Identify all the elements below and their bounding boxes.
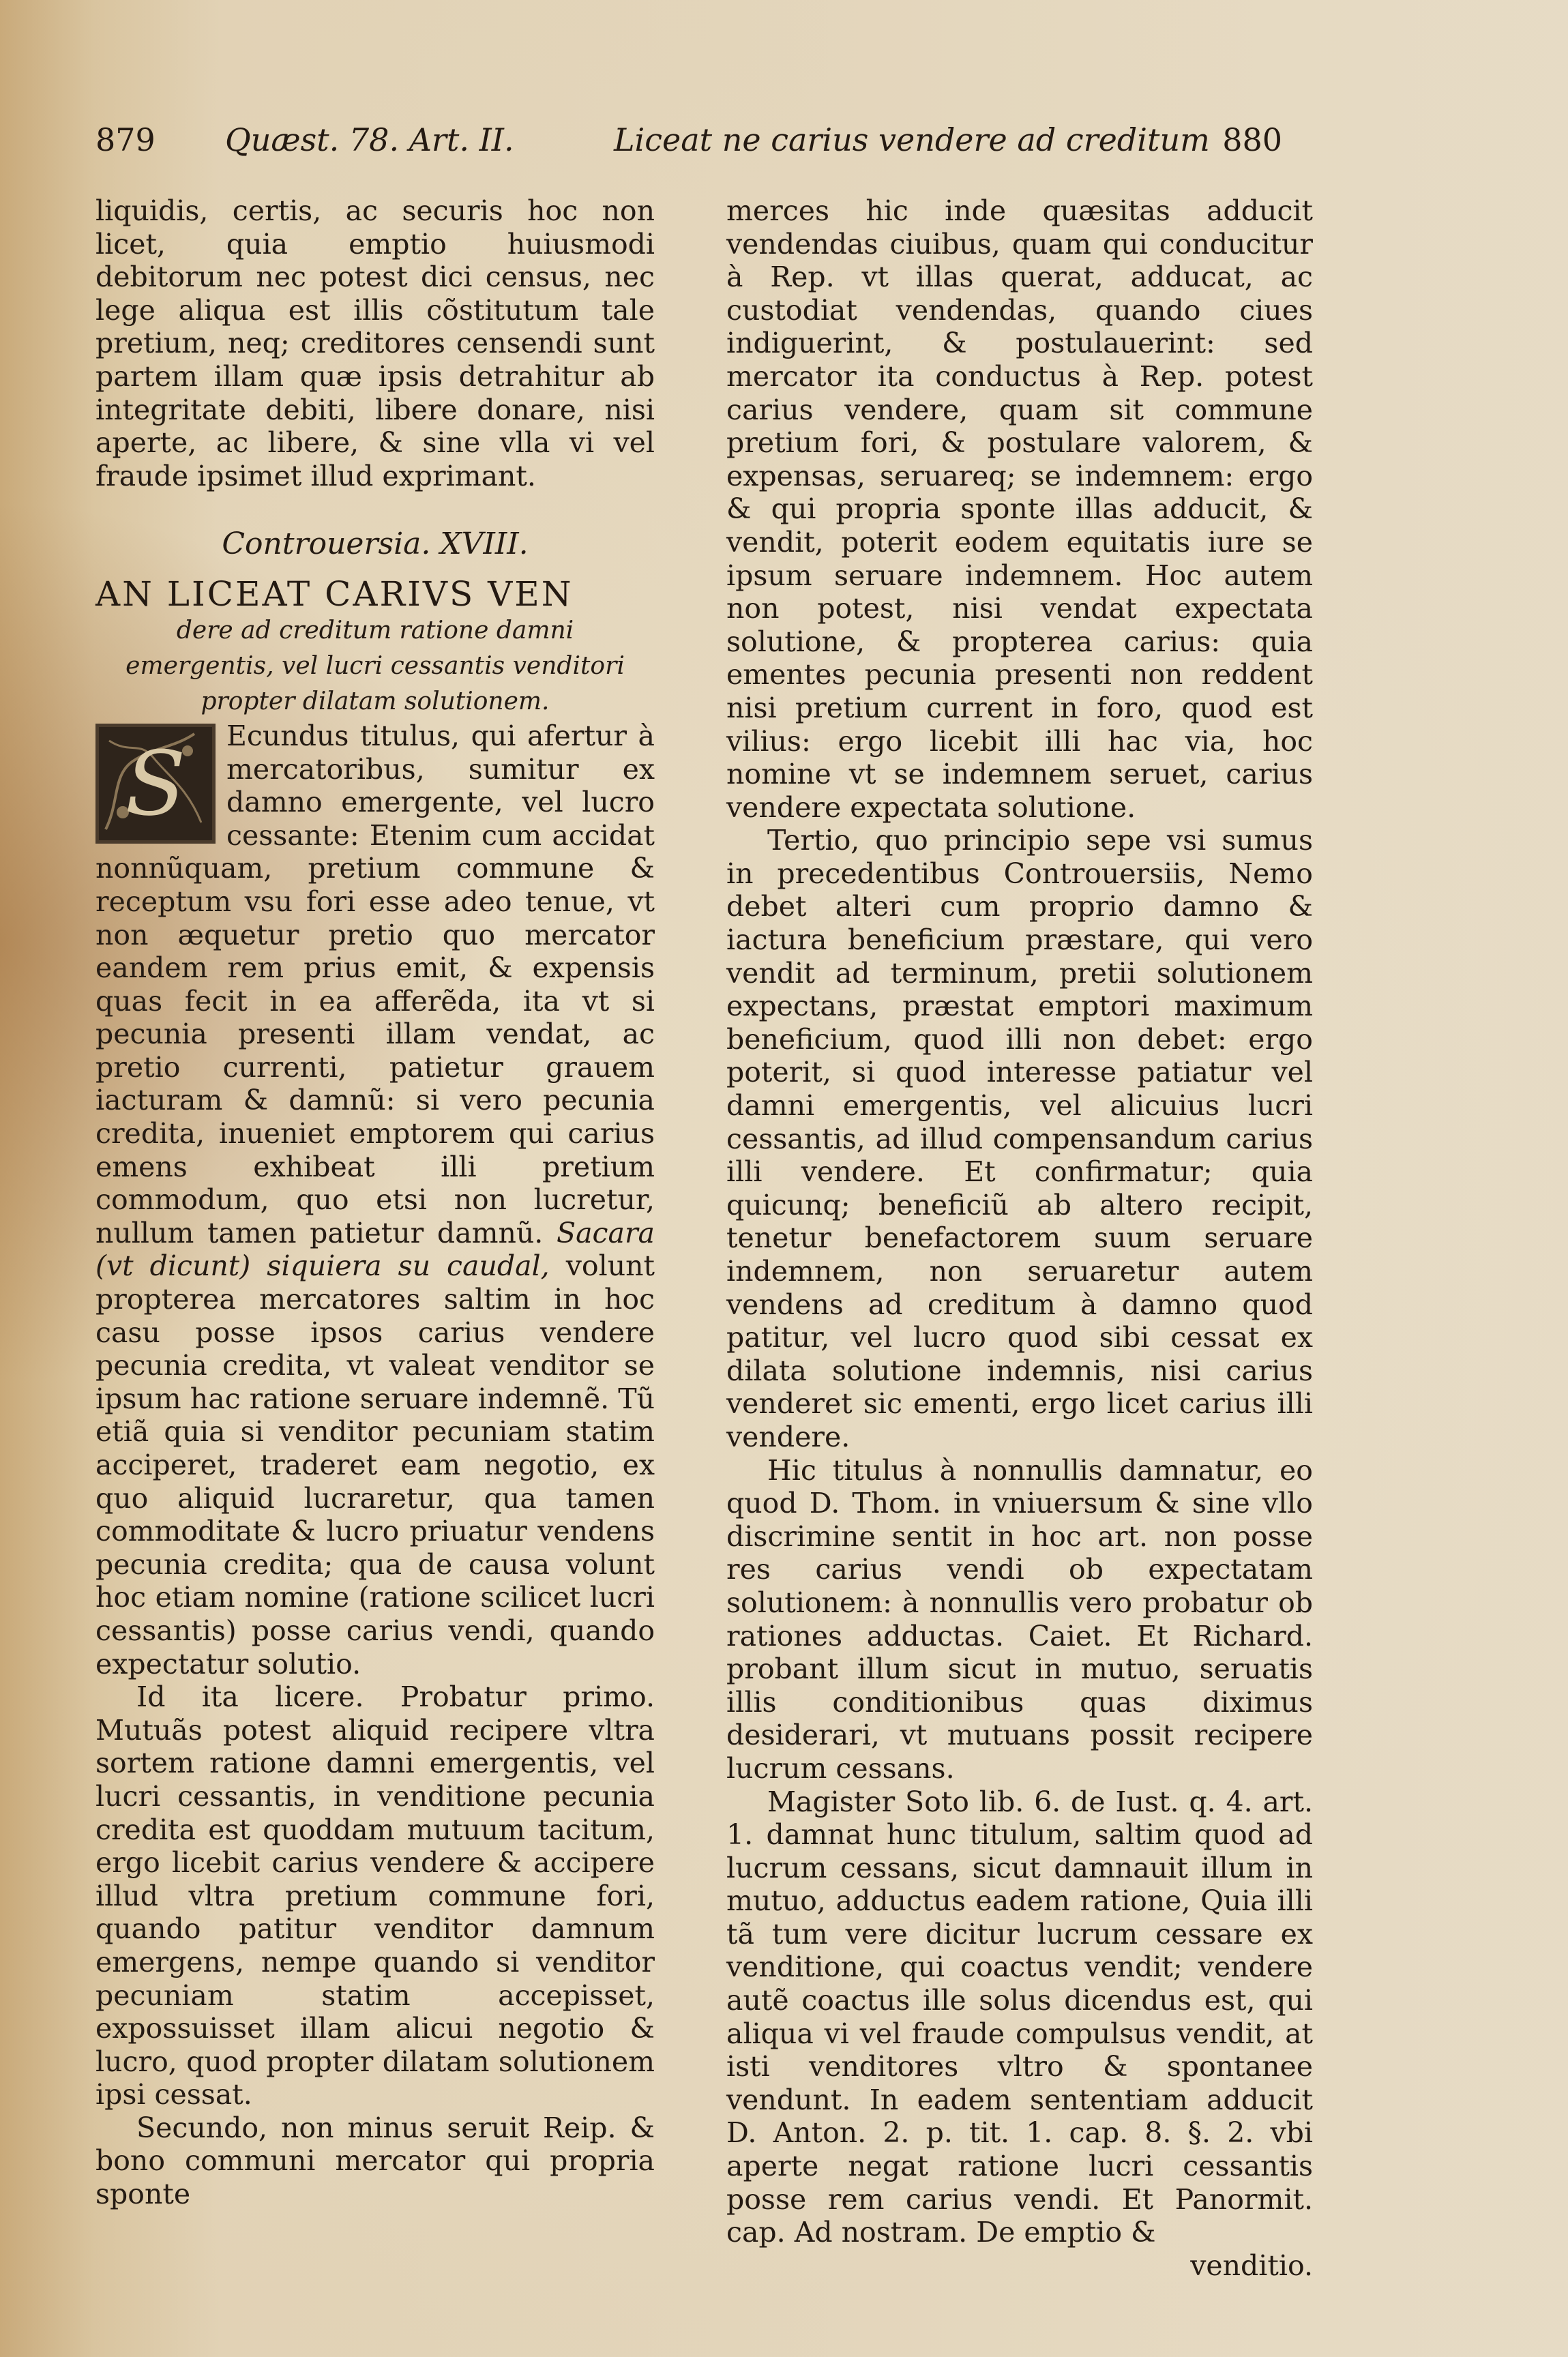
left-column <box>95 194 655 2211</box>
paragraph: merces hic inde quæsitas adducit vendendas ciuibus, quam qui conducitur à Rep. vt illas querat, adducat, ac custodiat vendendas, quando ciues indiguerint, & postulauerint: sed mercator ita conductus à Rep. potest carius vendere, quam sit commune pretium fori, & postulare valorem, & expensas, seruareq; se indemnem: ergo & qui propria sponte illas adducit, & vendit, poterit eodem equitatis iure se ipsum seruare indemnem. Hoc autem non potest, nisi vendat expectata solutione, & propterea carius: quia ementes pecunia presenti non reddent nisi pretium current in foro, quod est vilius: ergo licebit illi hac via, hoc nomine vt se indemnem seruet, carius vendere expectata solutione. <box>726 194 1313 824</box>
page-number-right: 880 <box>1222 121 1282 158</box>
paragraph-end: venditio. <box>1190 2249 1313 2282</box>
paragraph: Tertio, quo principio sepe vsi sumus in precedentibus Controuersiis, Nemo debet alteri cum proprio damno & iactura beneficium præstare, qui vero vendit ad terminum, pretii solutionem expectans, præstat emptori maximum beneficium, quod illi non debet: ergo poterit, si quod interesse patiatur vel damni emergentis, vel alicuius lucri cessantis, ad illud compensandum carius illi vendere. Et confirmatur; quia quicunq; beneficiũ ab altero recipit, tenetur benefactorem suum seruare indemnem, non seruaretur autem vendens ad creditum à damno quod patitur, vel lucro quod sibi cessat ex dilata solutione indemnis, nisi carius venderet sic ementi, ergo licet carius illi vendere. <box>726 824 1313 1453</box>
spanish-quote: Sacara (vt dicunt) siquiera su caudal, <box>95 1216 655 1283</box>
paragraph: Hic titulus à nonnullis damnatur, eo quod D. Thom. in vniuersum & sine vllo discrimine sentit in hoc art. non posse res carius vendi ob expectatam solutionem: à nonnullis vero probatur ob rationes adductas. Caiet. Et Richard. probant illum sicut in mutuo, seruatis illis conditionibus quas diximus desiderari, vt mutuans possit recipere lucrum cessans. <box>726 1453 1313 1785</box>
paragraph <box>95 720 655 1680</box>
paragraph: Secundo, non minus seruit Reip. & bono communi mercator qui propria sponte <box>95 2111 655 2211</box>
page-number-left: 879 <box>95 121 156 158</box>
decorated-initial <box>95 724 216 844</box>
question-title: AN LICEAT CARIVS VEN <box>95 574 574 614</box>
running-head <box>95 121 1282 169</box>
initial-letter: S <box>125 731 186 835</box>
question-subtitle: dere ad creditum ratione damni emergentis, vel lucri cessantis venditori propter dilatam solutionem. <box>125 616 625 715</box>
paragraph: liquidis, certis, ac securis hoc non licet, quia emptio huiusmodi debitorum nec potest dici census, nec lege aliqua est illis cõstitutum tale pretium, neq; creditores censendi sunt partem illam quæ ipsis detrahitur ab integritate debiti, libere donare, nisi aperte, ac libere, & sine vlla vi vel fraude ipsimet illud exprimant. <box>95 194 655 492</box>
paragraph-text: volunt propterea mercatores saltim in hoc casu posse ipsos carius vendere pecunia credita, vt valeat venditor se ipsum hac ratione seruare indemnẽ. Tũ etiã quia si venditor pecuniam statim acciperet, traderet eam negotio, ex quo aliquid lucraretur, qua tamen commoditate & lucro priuatur vendens pecunia credita; qua de causa volunt hoc etiam nomine (ratione scilicet lucri cessantis) posse carius vendi, quando expectatur solutio. <box>95 1249 655 1680</box>
right-column <box>726 194 1313 2282</box>
paragraph: Magister Soto lib. 6. de Iust. q. 4. art. 1. damnat hunc titulum, saltim quod ad lucrum cessans, sicut damnauit illum in mutuo, adductus eadem ratione, Quia illi tã tum vere dicitur lucrum cessare ex venditione, qui coactus vendit; vendere autẽ coactus ille solus dicendus est, qui aliqua vi vel fraude compulsus vendit, at isti venditores vltro & spontanee vendunt. In eadem sententiam adducit D. Anton. 2. p. tit. 1. cap. 8. §. 2. vbi aperte negat ratione lucri cessantis posse rem carius vendi. Et Panormit. cap. Ad nostram. De emptio & <box>726 1785 1313 2249</box>
paragraph-text: Ecundus titulus, qui afertur à mercatoribus, sumitur ex damno emergente, vel lucro cessante: Etenim cum accidat nonnũquam, pretium commune & receptum vsu fori esse adeo tenue, vt non æquetur pretio quo mercator eandem rem prius emit, & expensis quas fecit in ea afferẽda, ita vt si pecunia presenti illam vendat, ac pretio currenti, patietur grauem iacturam & damnũ: si vero pecunia credita, inueniet emptorem qui carius emens exhibeat illi pretium commodum, quo etsi non lucretur, nullum tamen patietur damnũ. <box>95 719 655 1249</box>
paragraph: Id ita licere. Probatur primo. Mutuãs potest aliquid recipere vltra sortem ratione damni emergentis, vel lucri cessantis, in venditione pecunia credita est quoddam mutuum tacitum, ergo licebit carius vendere & accipere illud vltra pretium commune fori, quando patitur venditor damnum emergens, nempe quando si venditor pecuniam statim accepisset, expossuisset illam alicui negotio & lucro, quod propter dilatam solutionem ipsi cessat. <box>95 1680 655 2111</box>
quaestio-reference: Quæst. 78. Art. II. <box>225 121 514 158</box>
controversia-heading: Controuersia. XVIII. <box>222 527 529 562</box>
running-title: Liceat ne carius vendere ad creditum <box>614 121 1210 158</box>
